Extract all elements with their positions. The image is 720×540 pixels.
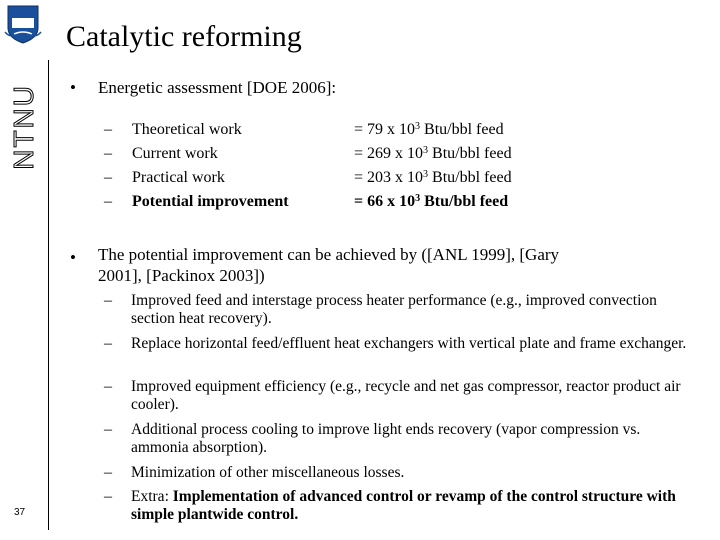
assessment-value: = 79 x $10^3$ Btu/bbl feed — [354, 121, 504, 138]
assessment-value: = 203 x $10^3$ Btu/bbl feed — [354, 169, 512, 186]
sidebar — [0, 0, 50, 540]
dash-icon: – — [104, 292, 112, 309]
dash-icon: – — [104, 145, 112, 162]
bullet2-line2: 2001], [Packinox 2003]) — [98, 266, 265, 285]
slide-title: Catalytic reforming — [66, 20, 302, 53]
bullet2-line1: The potential improvement can be achieved by ([ANL 1999], [Gary — [98, 245, 560, 264]
dash-icon: – — [104, 335, 112, 352]
assessment-label: Theoretical work — [132, 121, 242, 138]
page-number: 37 — [14, 507, 26, 518]
dash-icon: – — [104, 421, 112, 438]
assessment-value: = 269 x $10^3$ Btu/bbl feed — [354, 145, 512, 162]
assessment-label: Practical work — [132, 169, 225, 186]
ntnu-watermark: NTNU — [8, 84, 39, 170]
assessment-value: = 66 x $10^3$ Btu/bbl feed — [354, 193, 509, 210]
ufcg-logo — [4, 4, 42, 44]
assessment-label: Potential improvement — [132, 193, 289, 210]
bullet-icon: • — [70, 78, 76, 97]
dash-icon: – — [104, 121, 112, 138]
assessment-label: Current work — [132, 145, 218, 162]
bullet-icon: • — [70, 248, 76, 267]
sidebar-divider — [48, 60, 49, 530]
bullet1-text: Energetic assessment [DOE 2006]: — [98, 78, 337, 97]
improvement-item: Minimization of other miscellaneous losses. — [131, 464, 405, 481]
improvement-item-extra: Extra: Implementation of advanced control or revamp of the control structure with simple plantwide control. — [131, 488, 676, 523]
dash-icon: – — [104, 169, 112, 186]
improvement-item: Improved equipment efficiency (e.g., recycle and net gas compressor, reactor product air cooler). — [131, 378, 681, 413]
improvement-item: Additional process cooling to improve light ends recovery (vapor compression vs. ammonia absorption). — [131, 421, 641, 456]
logo-text: UFCG — [13, 10, 33, 17]
dash-icon: – — [104, 464, 112, 481]
dash-icon: – — [104, 193, 112, 210]
dash-icon: – — [104, 378, 112, 395]
improvement-item: Improved feed and interstage process heater performance (e.g., improved convection section heat recovery). — [131, 292, 657, 327]
improvement-item: Replace horizontal feed/effluent heat exchangers with vertical plate and frame exchanger. — [131, 335, 687, 352]
dash-icon: – — [104, 488, 112, 505]
